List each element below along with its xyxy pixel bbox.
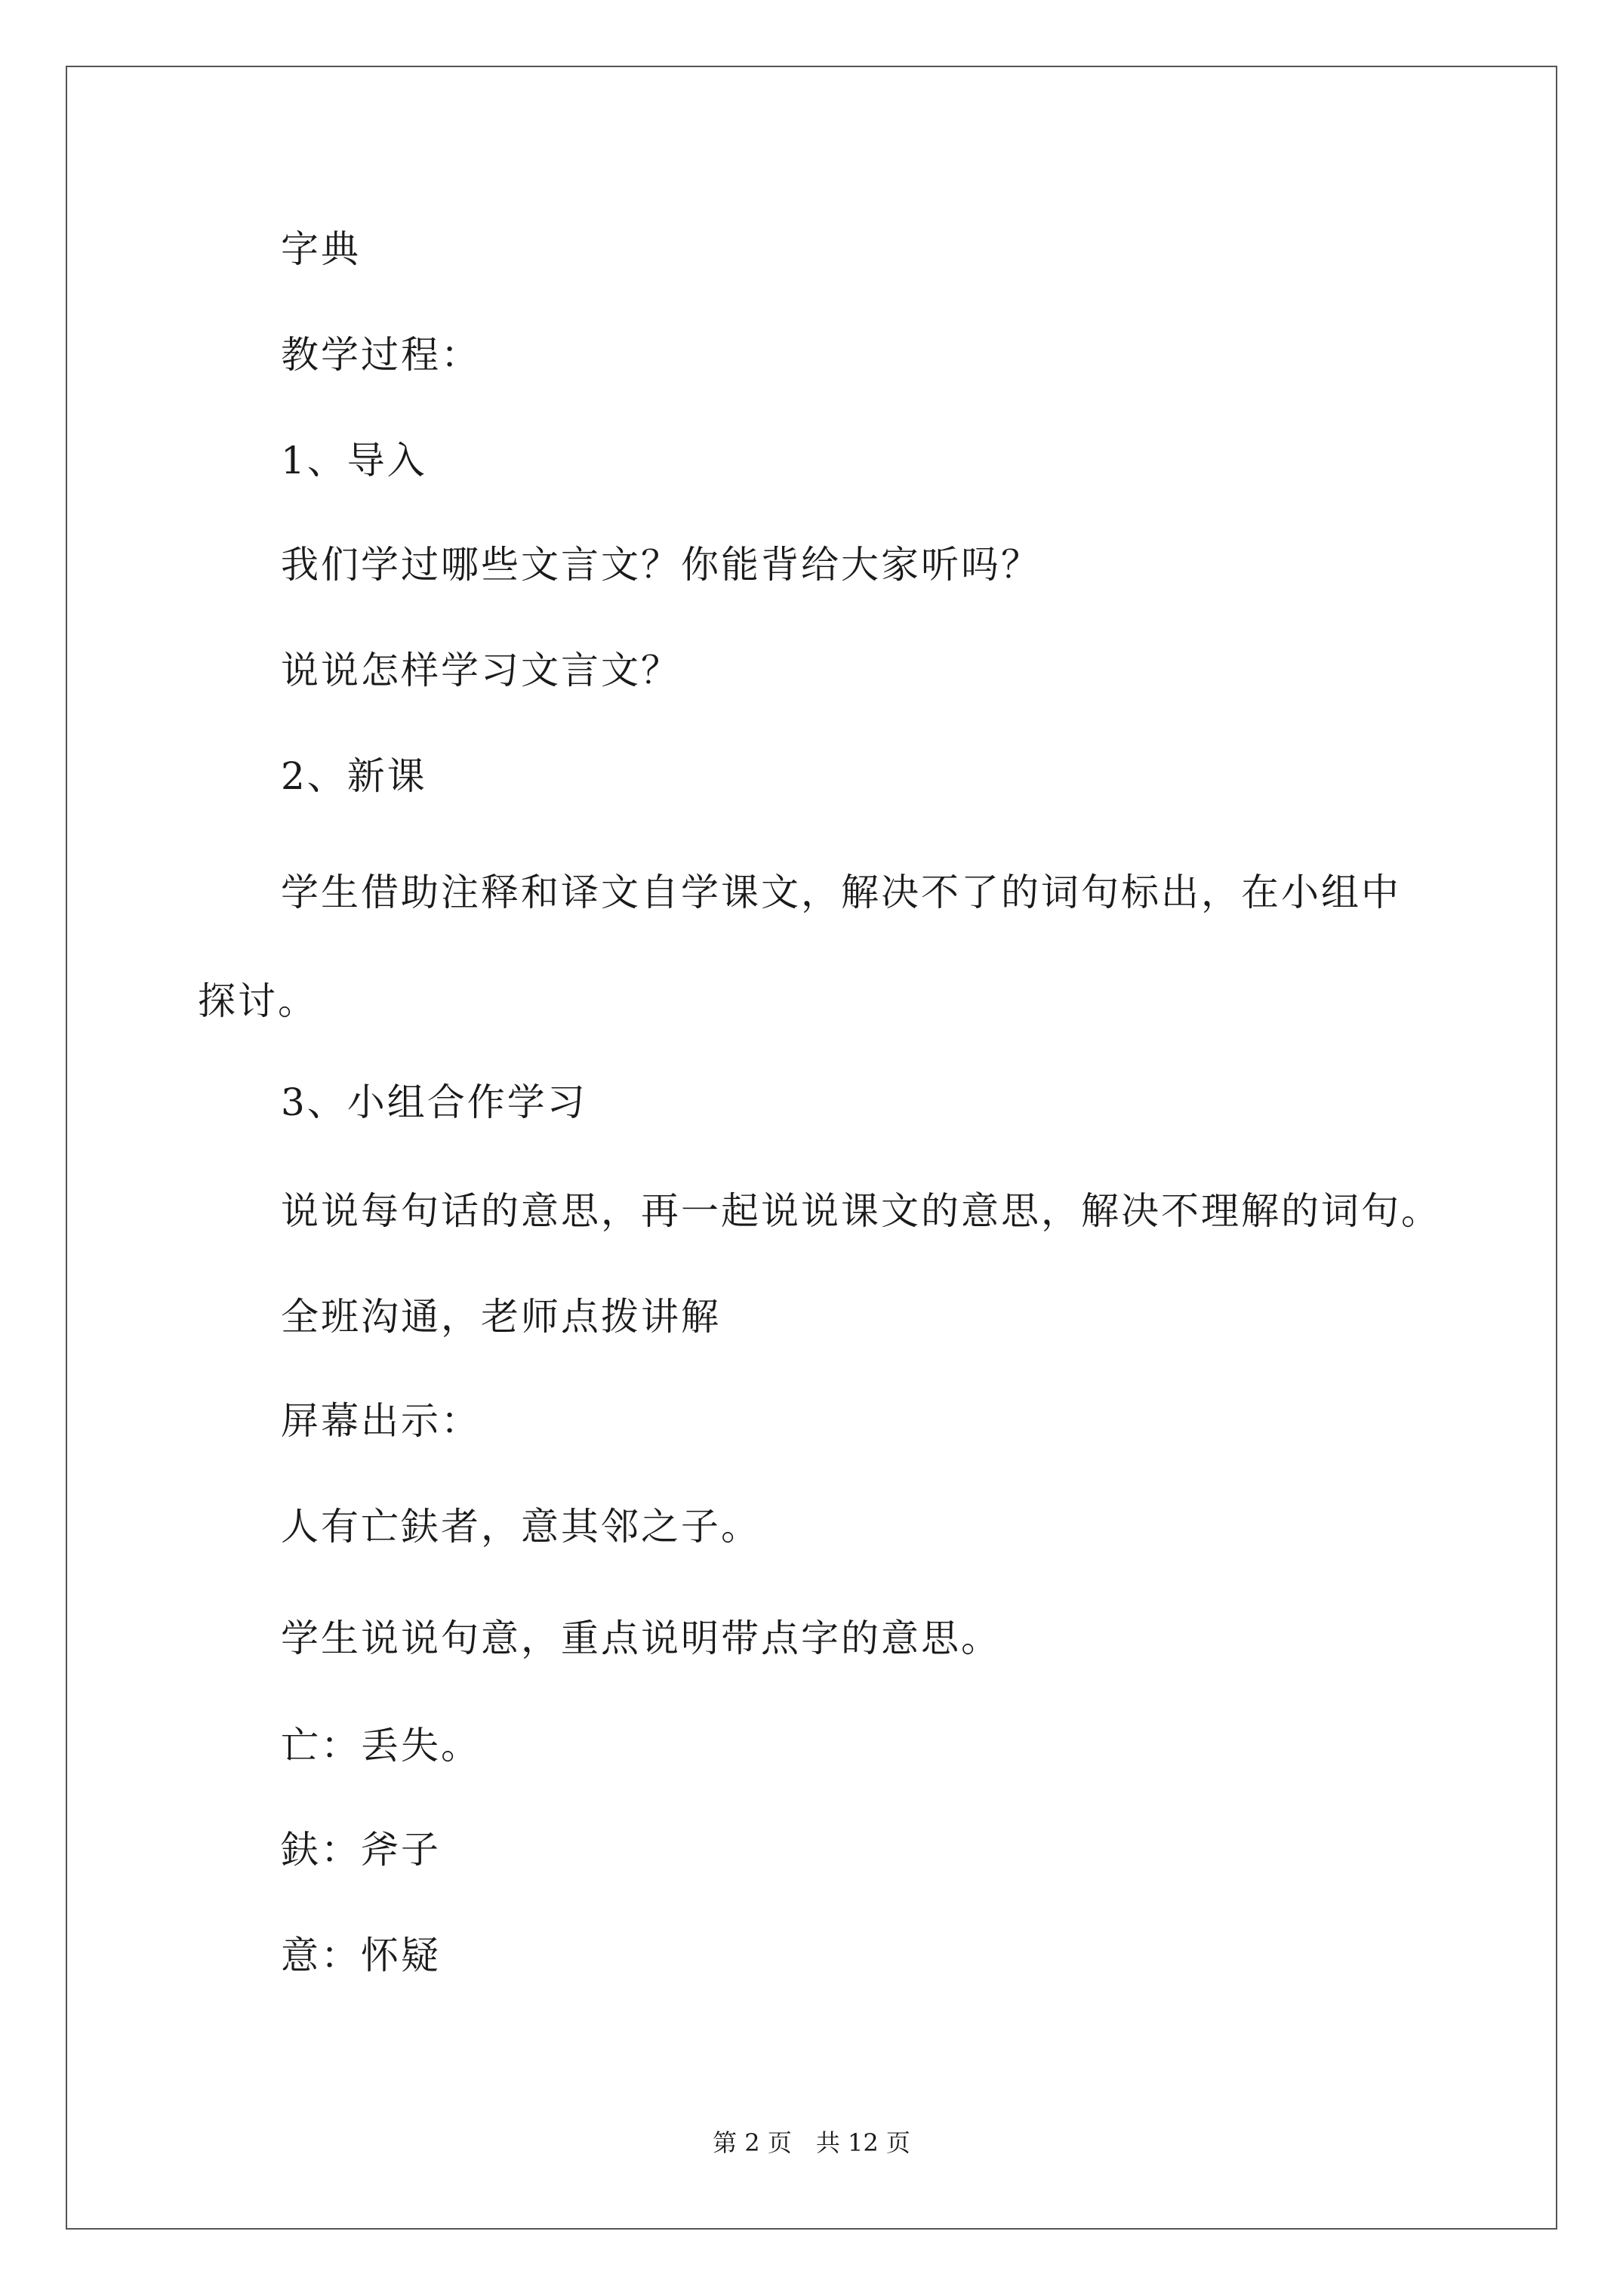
text-line: 意：怀疑 (281, 1934, 441, 1977)
text-line: 屏幕出示： (281, 1399, 481, 1443)
text-line: 亡：丢失。 (281, 1724, 481, 1767)
text-line: 说说怎样学习文言文？ (281, 649, 681, 692)
text-line: 我们学过哪些文言文？你能背给大家听吗？ (281, 543, 1041, 587)
text-line: 人有亡鈇者，意其邻之子。 (281, 1505, 761, 1549)
text-line: 教学过程： (281, 333, 481, 377)
text-line: 探讨。 (198, 979, 318, 1023)
text-line: 学生借助注释和译文自学课文，解决不了的词句标出，在小组中 (281, 871, 1401, 914)
text-line: 2、新课 (281, 754, 427, 798)
text-line: 字典 (281, 227, 361, 271)
text-line: 鈇：斧子 (281, 1828, 441, 1872)
text-line: 说说每句话的意思，再一起说说课文的意思，解决不理解的词句。 (281, 1189, 1441, 1233)
text-line: 1、导入 (281, 439, 427, 482)
text-line: 学生说说句意，重点说明带点字的意思。 (281, 1616, 1001, 1660)
text-line: 3、小组合作学习 (281, 1080, 587, 1124)
text-line: 全班沟通，老师点拨讲解 (281, 1295, 721, 1339)
page-footer: 第 2 页 共 12 页 (713, 2128, 910, 2157)
